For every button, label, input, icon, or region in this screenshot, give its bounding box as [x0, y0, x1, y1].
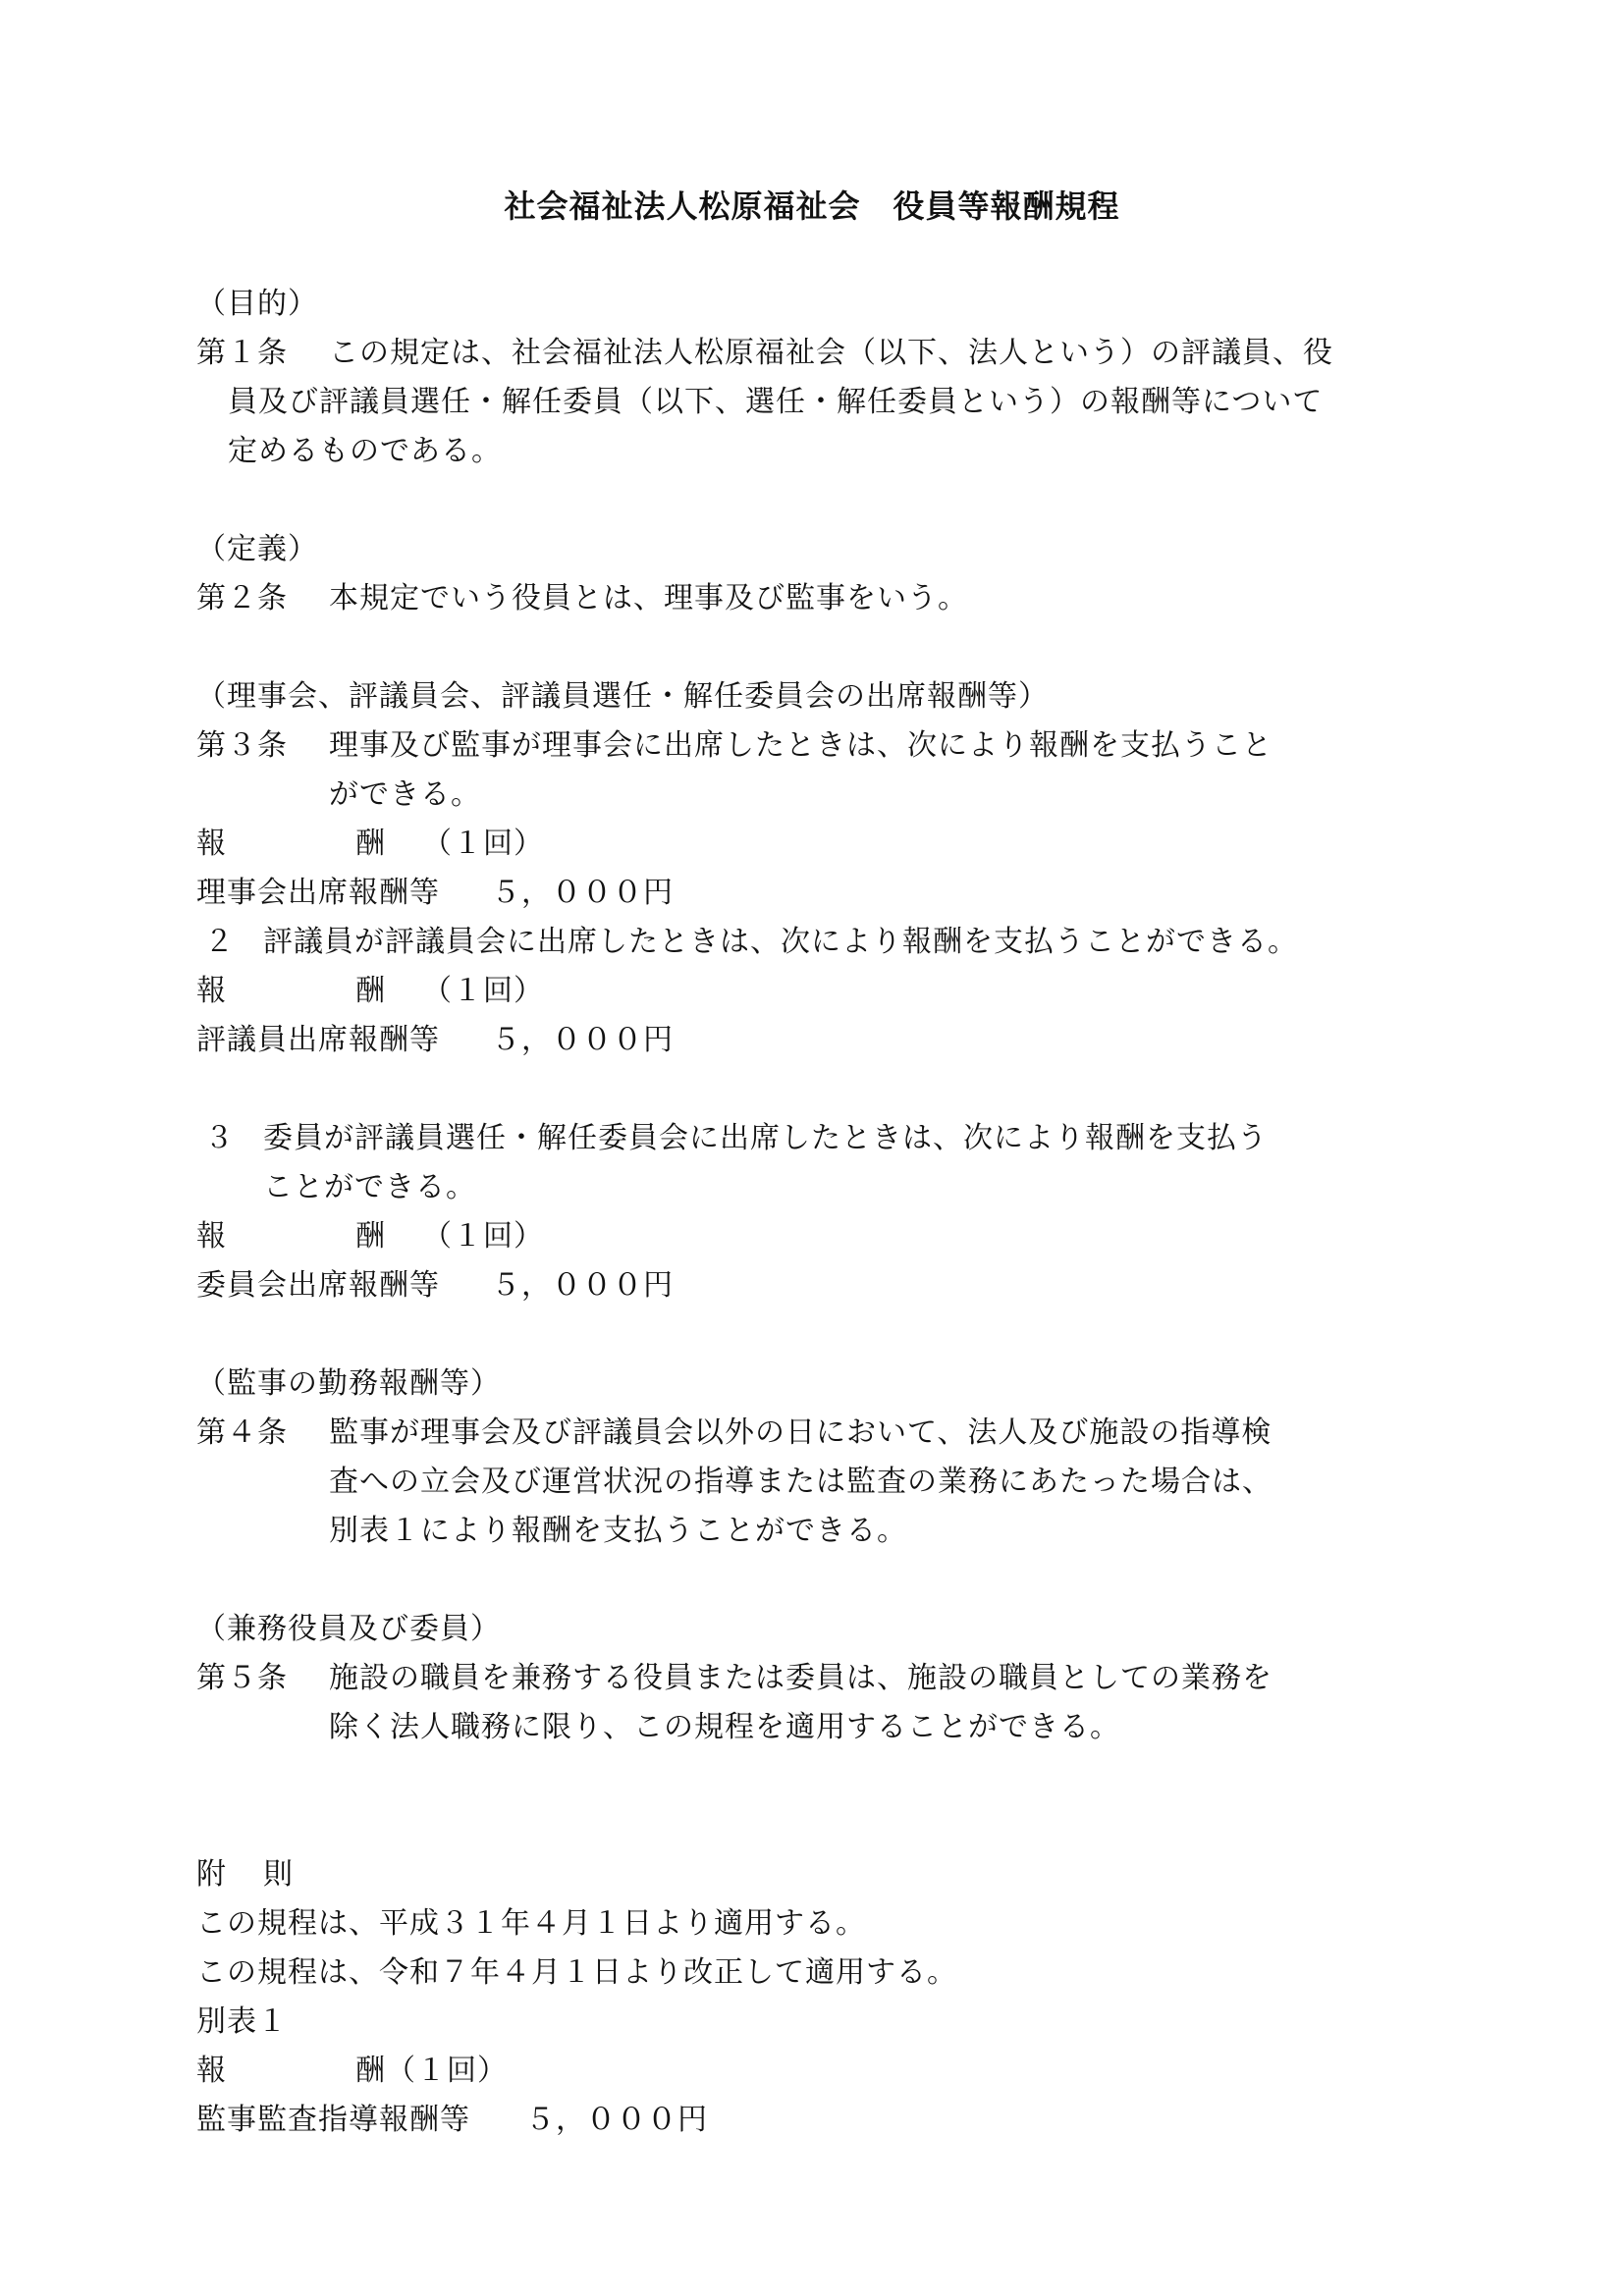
article-3-para-2-number: ２	[204, 925, 235, 959]
article-1-line-1: この規定は、社会福祉法人松原福祉会（以下、法人という）の評議員、役	[329, 336, 1333, 370]
fee-header-char-1: 報	[196, 974, 227, 1008]
supplementary-heading-char-1: 附	[196, 1857, 227, 1892]
article-3-para-3-number: ３	[204, 1121, 235, 1155]
article-4-heading: （監事の勤務報酬等）	[196, 1366, 501, 1401]
article-2-heading: （定義）	[196, 532, 318, 566]
article-1-label: 第１条	[196, 336, 288, 370]
fee-header-char-2: 酬	[355, 1219, 386, 1254]
fee-header-unit: （１回）	[422, 827, 544, 861]
supplementary-line-1: この規程は、平成３１年４月１日より適用する。	[196, 1906, 866, 1941]
audit-fee-label: 監事監査指導報酬等	[196, 2103, 470, 2137]
article-5-label: 第５条	[196, 1661, 288, 1695]
article-4-line-1: 監事が理事会及び評議員会以外の日において、法人及び施設の指導検	[329, 1415, 1272, 1450]
article-3-label: 第３条	[196, 728, 288, 763]
document-title: 社会福祉法人松原福祉会 役員等報酬規程	[504, 187, 1120, 225]
fee-header-char-2: 酬	[355, 827, 386, 861]
article-4-line-3: 別表１により報酬を支払うことができる。	[329, 1514, 907, 1548]
article-1-line-2: 員及び評議員選任・解任委員（以下、選任・解任委員という）の報酬等について	[228, 385, 1324, 419]
board-fee-value: ５，０００円	[491, 876, 674, 910]
article-5-line-1: 施設の職員を兼務する役員または委員は、施設の職員としての業務を	[329, 1661, 1272, 1695]
article-1-heading: （目的）	[196, 287, 318, 321]
appendix-fee-header-char-2: 酬（１回）	[355, 2054, 508, 2088]
appendix-fee-header-char-1: 報	[196, 2054, 227, 2088]
article-3-para-3-line-1: 委員が評議員選任・解任委員会に出席したときは、次により報酬を支払う	[263, 1121, 1268, 1155]
committee-fee-label: 委員会出席報酬等	[196, 1268, 440, 1303]
article-3-line-1: 理事及び監事が理事会に出席したときは、次により報酬を支払うこと	[329, 728, 1272, 763]
councillor-fee-label: 評議員出席報酬等	[196, 1023, 440, 1057]
article-4-line-2: 査への立会及び運営状況の指導または監査の業務にあたった場合は、	[329, 1465, 1272, 1499]
article-5-line-2: 除く法人職務に限り、この規程を適用することができる。	[329, 1710, 1120, 1744]
article-4-label: 第４条	[196, 1415, 288, 1450]
article-3-para-2-text: 評議員が評議員会に出席したときは、次により報酬を支払うことができる。	[263, 925, 1298, 959]
fee-header-unit: （１回）	[422, 974, 544, 1008]
supplementary-line-2: この規程は、令和７年４月１日より改正して適用する。	[196, 1955, 957, 1990]
article-3-heading: （理事会、評議員会、評議員選任・解任委員会の出席報酬等）	[196, 679, 1049, 714]
board-fee-label: 理事会出席報酬等	[196, 876, 440, 910]
article-3-line-2: ができる。	[329, 777, 481, 812]
article-2-line-1: 本規定でいう役員とは、理事及び監事をいう。	[329, 581, 968, 615]
committee-fee-value: ５，０００円	[491, 1268, 674, 1303]
article-1-line-3: 定めるものである。	[228, 434, 502, 468]
fee-header-char-1: 報	[196, 1219, 227, 1254]
supplementary-heading-char-2: 則	[263, 1857, 294, 1892]
fee-header-unit: （１回）	[422, 1219, 544, 1254]
fee-header-char-1: 報	[196, 827, 227, 861]
appendix-table-title: 別表１	[196, 2004, 288, 2039]
audit-fee-value: ５，０００円	[525, 2103, 708, 2137]
article-3-para-3-line-2: ことができる。	[263, 1170, 476, 1204]
councillor-fee-value: ５，０００円	[491, 1023, 674, 1057]
article-5-heading: （兼務役員及び委員）	[196, 1612, 501, 1646]
fee-header-char-2: 酬	[355, 974, 386, 1008]
article-2-label: 第２条	[196, 581, 288, 615]
